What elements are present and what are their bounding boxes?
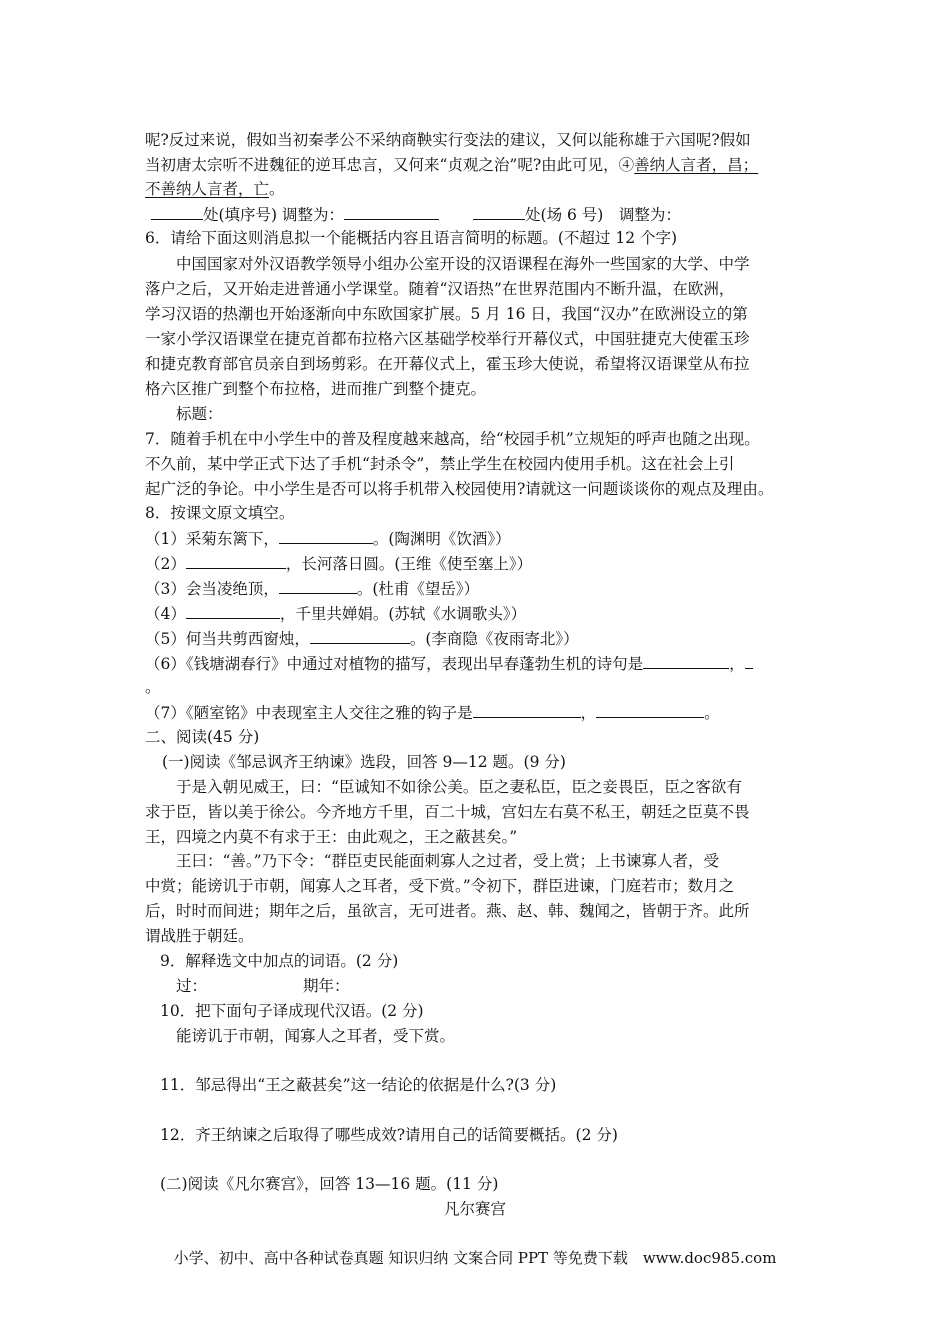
passage-line: 中赏；能谤讥于市朝，闻寡人之耳者，受下赏。”令初下，群臣进谏，门庭若市；数月之 — [145, 877, 735, 895]
passage-line: 谓战胜于朝廷。 — [145, 927, 254, 945]
text-span: ， — [729, 655, 745, 673]
fill-item-4 — [145, 603, 526, 624]
q10-sentence: 能谤讥于市朝，闻寡人之耳者，受下赏。 — [176, 1027, 456, 1045]
answer-blank[interactable] — [151, 204, 203, 220]
fill-item-6-end: 。 — [145, 678, 161, 696]
fill-item-1 — [145, 528, 511, 549]
q9-term-1: 过： — [176, 977, 208, 995]
answer-blank[interactable] — [279, 528, 373, 544]
answer-blank[interactable] — [186, 553, 286, 569]
passage-line: 后，时时而间进；期年之后，虽欲言，无可进者。燕、赵、韩、魏闻之，皆朝于齐。此所 — [145, 902, 750, 920]
text-span: （4） — [145, 605, 186, 623]
passage-title: 凡尔赛宫 — [443, 1200, 506, 1218]
underlined-sentence: 善纳人言者，昌； — [634, 156, 759, 174]
text-span: 处(填序号) 调整为： — [203, 206, 345, 224]
answer-blank[interactable] — [279, 578, 357, 594]
fill-item-3 — [145, 578, 479, 599]
passage-line: 中国国家对外汉语教学领导小组办公室开设的汉语课程在海外一些国家的大学、中学 — [176, 255, 750, 273]
title-label: 标题： — [176, 405, 223, 423]
question-7-line: 不久前，某中学正式下达了手机“封杀令”，禁止学生在校园内使用手机。这在社会上引 — [145, 455, 735, 473]
text-span: 。 — [704, 704, 720, 722]
answer-blank[interactable] — [310, 628, 410, 644]
text-span: ，千里共婵娟。(苏轼《水调歌头》） — [279, 605, 527, 623]
passage-line: 学习汉语的热潮也开始逐渐向中东欧国家扩展。5 月 16 日，我国“汉办”在欧洲设立的第 — [145, 305, 748, 323]
answer-blank[interactable] — [344, 204, 439, 220]
fill-item-6 — [145, 653, 753, 674]
text-span: 处(场 6 号) 调整为： — [525, 206, 681, 224]
text-span: ， — [580, 704, 597, 722]
question-12: 12．齐王纳谏之后取得了哪些成效?请用自己的话简要概括。(2 分) — [160, 1126, 618, 1144]
passage-line: 求于臣，皆以美于徐公。今齐地方千里，百二十城，宫妇左右莫不私王，朝廷之臣莫不畏 — [145, 803, 750, 821]
passage-line: 王，四境之内莫不有求于王：由此观之，王之蔽甚矣。” — [145, 828, 518, 846]
passage-line: 一家小学汉语课堂在捷克首都布拉格六区基础学校举行开幕仪式，中国驻捷克大使霍玉珍 — [145, 330, 750, 348]
reading-heading: (一)阅读《邹忌讽齐王纳谏》选段，回答 9—12 题。(9 分) — [162, 753, 566, 771]
fill-item-7 — [145, 702, 720, 723]
text-span: 。(李商隐《夜雨寄北》） — [409, 630, 579, 648]
section-heading: 二、阅读(45 分) — [145, 728, 260, 746]
answer-blank[interactable] — [643, 653, 729, 669]
question-7: 7．随着手机在中小学生中的普及程度越来越高，给“校园手机”立规矩的呼声也随之出现。 — [145, 430, 760, 448]
text-span: 。 — [269, 180, 285, 198]
question-6: 6．请给下面这则消息拟一个能概括内容且语言简明的标题。(不超过 12 个字) — [145, 229, 678, 247]
answer-blank[interactable] — [745, 653, 753, 669]
question-11: 11．邹忌得出“王之蔽甚矣”这一结论的依据是什么?(3 分) — [160, 1076, 557, 1094]
question-10: 10．把下面句子译成现代汉语。(2 分) — [160, 1002, 424, 1020]
answer-blank[interactable] — [473, 204, 525, 220]
fill-item-2 — [145, 553, 532, 574]
text-line — [145, 155, 758, 175]
text-span: 。(陶渊明《饮酒》） — [372, 530, 511, 548]
passage-line: 格六区推广到整个布拉格，进而推广到整个捷克。 — [145, 380, 487, 398]
question-7-line: 起广泛的争论。中小学生是否可以将手机带入校园使用?请就这一问题谈谈你的观点及理由。 — [145, 480, 774, 498]
text-span: （7）《陋室铭》中表现室主人交往之雅的钩子是 — [145, 704, 473, 722]
text-line: 呢?反过来说，假如当初秦孝公不采纳商鞅实行变法的建议，又何以能称雄于六国呢?假如 — [145, 131, 751, 149]
answer-blank[interactable] — [186, 603, 280, 619]
text-line — [145, 179, 285, 199]
text-span: 。(杜甫《望岳》） — [356, 580, 480, 598]
underlined-sentence: 不善纳人言者，亡 — [145, 180, 270, 198]
text-span: 当初唐太宗听不进魏征的逆耳忠言，又何来“贞观之治”呢?由此可见，④ — [145, 156, 635, 174]
question-9: 9．解释选文中加点的词语。(2 分) — [160, 952, 399, 970]
question-8: 8．按课文原文填空。 — [145, 504, 295, 522]
passage-line: 和捷克教育部官员亲自到场剪彩。在开幕仪式上，霍玉珍大使说，希望将汉语课堂从布拉 — [145, 355, 750, 373]
adjust-line — [151, 204, 681, 225]
text-span: （5）何当共剪西窗烛， — [145, 630, 310, 648]
answer-blank[interactable] — [596, 702, 704, 718]
reading-heading: (二)阅读《凡尔赛宫》，回答 13—16 题。(11 分) — [160, 1175, 499, 1193]
text-span: ，长河落日圆。(王维《使至塞上》） — [285, 555, 533, 573]
text-span: （3）会当凌绝顶， — [145, 580, 279, 598]
answer-blank[interactable] — [473, 702, 581, 718]
footer-text: 小学、初中、高中各种试卷真题 知识归纳 文案合同 PPT 等免费下载 www.doc985.com — [173, 1249, 777, 1267]
passage-line: 王曰：“善。”乃下令：“群臣吏民能面刺寡人之过者，受上赏；上书谏寡人者，受 — [176, 852, 720, 870]
text-span: （1）采菊东篱下， — [145, 530, 279, 548]
passage-line: 于是入朝见威王，曰：“臣诚知不如徐公美。臣之妻私臣，臣之妾畏臣，臣之客欲有 — [176, 778, 742, 796]
passage-line: 落户之后，又开始走进普通小学课堂。随着“汉语热”在世界范围内不断升温，在欧洲， — [145, 280, 735, 298]
text-span: （6）《钱塘湖春行》中通过对植物的描写，表现出早春蓬勃生机的诗句是 — [145, 655, 644, 673]
q9-term-2: 期年： — [303, 977, 350, 995]
text-span: （2） — [145, 555, 186, 573]
fill-item-5 — [145, 628, 579, 649]
